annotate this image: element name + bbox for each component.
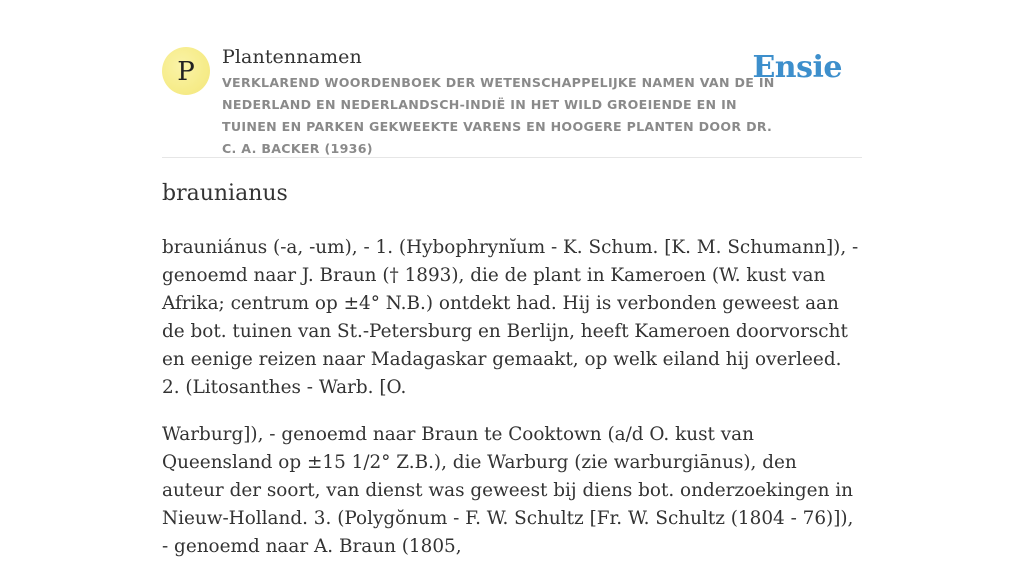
dictionary-title[interactable]: Plantennamen (222, 46, 362, 68)
header-divider (162, 157, 862, 158)
dictionary-subtitle: VERKLAREND WOORDENBOEK DER WETENSCHAPPELIJKE NAMEN VAN DE IN NEDERLAND EN NEDERLANDSCH-INDIË IN HET WILD GROEIENDE EN IN TUINEN EN PARKEN GEKWEEKTE VARENS EN HOOGERE PLANTEN DOOR DR. C. A. BACKER (1936) (222, 75, 775, 156)
entry-headword: braunianus (162, 181, 288, 206)
avatar[interactable] (162, 47, 210, 95)
entry-body (162, 234, 862, 580)
entry-paragraph: brauniánus (-a, -um), - 1. (Hybophrynĭum - K. Schum. [K. M. Schumann]), - genoemd naar J. Braun († 1893), die de plant in Kameroen (W. kust van Afrika; centrum op ±4° N.B.) ontdekt had. Hij is verbonden geweest aan de bot. tuinen van St.-Petersburg en Berlijn, heeft Kameroen doorvorscht en eenige reizen naar Madagaskar gemaakt, op welk eiland hij overleed. 2. (Litosanthes - Warb. [O. (162, 237, 859, 398)
brand-logo[interactable]: Ensie (752, 50, 842, 85)
avatar-letter: P (177, 56, 195, 87)
site-header (162, 46, 862, 158)
entry-paragraph: Warburg]), - genoemd naar Braun te Cooktown (a/d O. kust van Queensland op ±15 1/2° Z.B.), die Warburg (zie warburgiānus), den auteur der soort, van dienst was geweest bij diens bot. onderzoekingen in Nieuw-Holland. 3. (Polygŏnum - F. W. Schultz [Fr. W. Schultz (1804 - 76)]), - genoemd naar A. Braun (1805, (162, 424, 854, 557)
